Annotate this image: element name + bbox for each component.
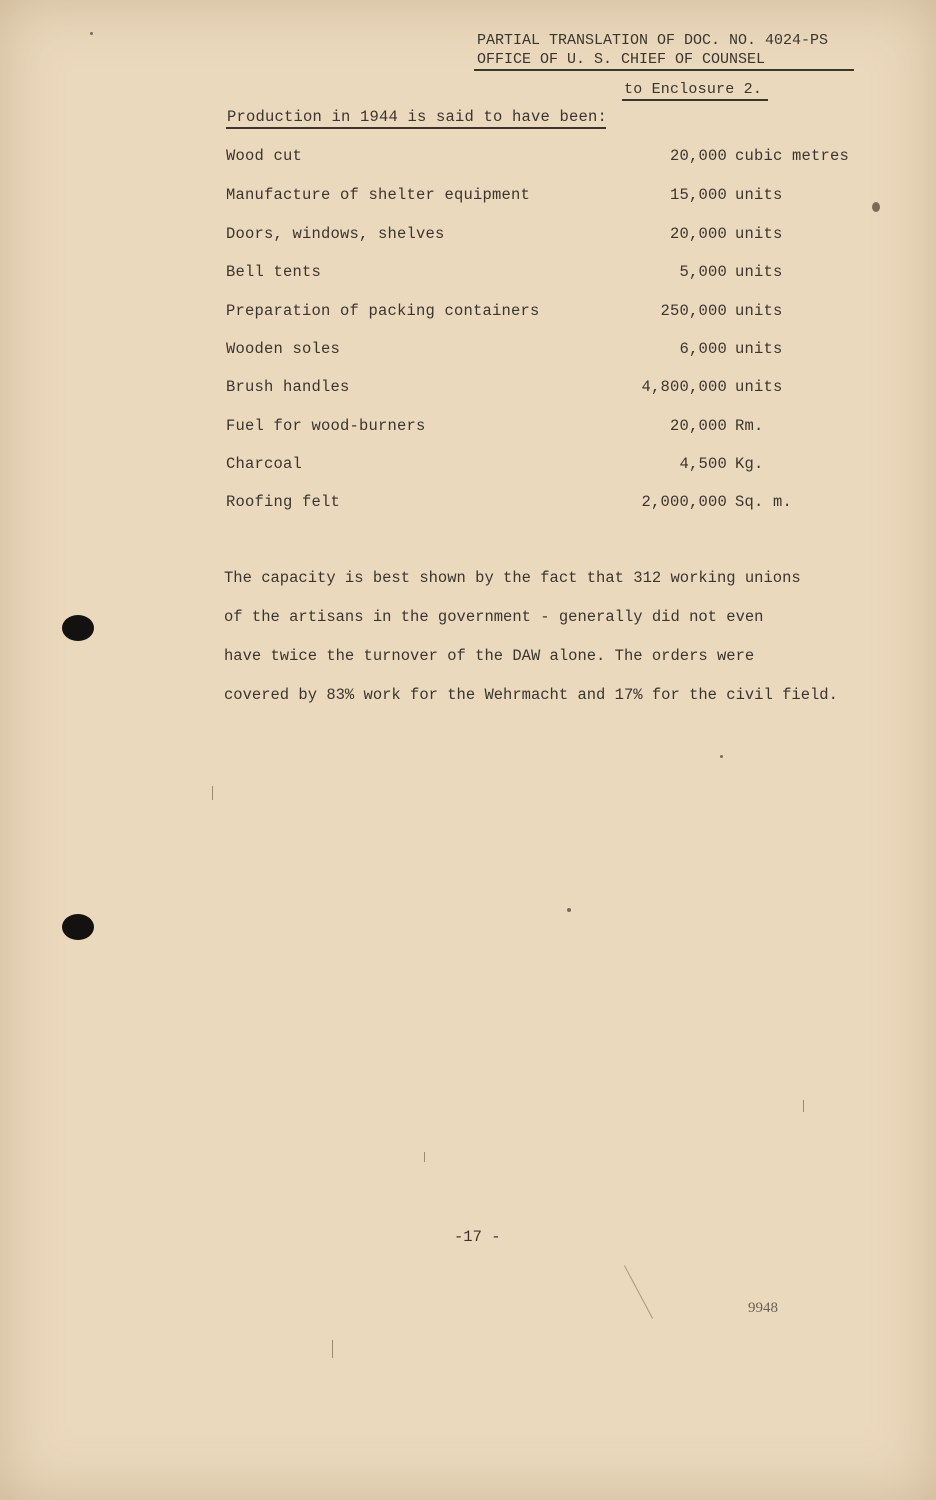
paragraph-line: covered by 83% work for the Wehrmacht and 17% for the civil field. [224, 686, 838, 704]
table-row-value [560, 340, 790, 358]
paper-speck [567, 908, 571, 912]
unit: units [735, 378, 783, 396]
unit: units [735, 225, 783, 243]
quantity: 4,800,000 [641, 378, 727, 396]
quantity: 20,000 [669, 147, 727, 165]
table-row-value [560, 147, 850, 165]
table-row-value [560, 263, 790, 281]
header-underline [474, 69, 854, 71]
unit: units [735, 186, 783, 204]
table-row-label: Fuel for wood-burners [226, 417, 426, 435]
unit: Sq. m. [735, 493, 793, 511]
punch-hole [62, 615, 94, 641]
table-row-label: Wood cut [226, 147, 303, 165]
table-row-value [560, 455, 790, 473]
paper-scratch [803, 1100, 804, 1112]
paper-scratch [624, 1265, 653, 1319]
enclosure-underline [622, 99, 768, 101]
table-row-value [560, 378, 790, 396]
header-title: PARTIAL TRANSLATION OF DOC. NO. 4024-PS [477, 32, 829, 49]
header-office: OFFICE OF U. S. CHIEF OF COUNSEL [477, 51, 766, 68]
quantity: 15,000 [669, 186, 727, 204]
table-row-label: Doors, windows, shelves [226, 225, 445, 243]
quantity: 6,000 [679, 340, 727, 358]
paper-scratch [332, 1340, 333, 1358]
unit: units [735, 340, 783, 358]
punch-hole [62, 914, 94, 940]
paper-speck [872, 202, 880, 212]
table-row-label: Bell tents [226, 263, 322, 281]
paper-scratch [424, 1152, 425, 1162]
table-row-value [560, 493, 793, 511]
table-row-value [560, 225, 790, 243]
table-row-label: Charcoal [226, 455, 303, 473]
table-row-label: Brush handles [226, 378, 350, 396]
unit: Rm. [735, 417, 764, 435]
unit: units [735, 302, 783, 320]
paragraph-line: of the artisans in the government - generally did not even [224, 608, 764, 626]
paper-scratch [212, 786, 213, 800]
paragraph-line: The capacity is best shown by the fact that 312 working unions [224, 569, 801, 587]
table-row-label: Preparation of packing containers [226, 302, 540, 320]
production-intro: Production in 1944 is said to have been: [227, 108, 608, 126]
intro-underline [226, 127, 606, 129]
unit: cubic metres [735, 147, 850, 165]
unit: Kg. [735, 455, 764, 473]
quantity: 250,000 [660, 302, 727, 320]
paragraph-line: have twice the turnover of the DAW alone. The orders were [224, 647, 755, 665]
table-row-value [560, 417, 790, 435]
quantity: 20,000 [669, 417, 727, 435]
table-row-label: Roofing felt [226, 493, 341, 511]
unit: units [735, 263, 783, 281]
table-row-label: Manufacture of shelter equipment [226, 186, 531, 204]
paper-speck [720, 755, 723, 758]
quantity: 2,000,000 [641, 493, 727, 511]
table-row-value [560, 186, 790, 204]
page-number: -17 - [454, 1228, 501, 1246]
table-row-label: Wooden soles [226, 340, 341, 358]
table-row-value [560, 302, 790, 320]
document-stamp-number: 9948 [748, 1300, 778, 1316]
quantity: 5,000 [679, 263, 727, 281]
enclosure-reference: to Enclosure 2. [624, 81, 763, 98]
quantity: 20,000 [669, 225, 727, 243]
paper-speck [90, 32, 93, 35]
quantity: 4,500 [679, 455, 727, 473]
